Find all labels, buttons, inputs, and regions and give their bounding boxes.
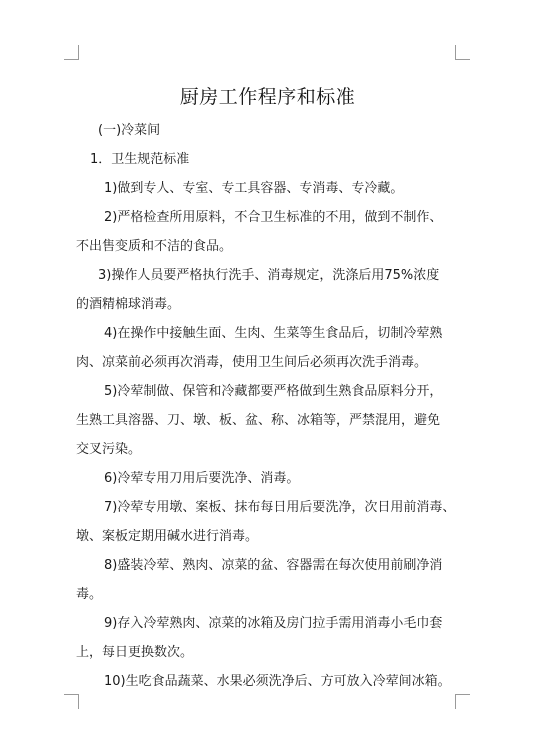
item-5-line-3: 交叉污染。	[76, 442, 142, 457]
document-body	[76, 116, 462, 696]
subsection-heading: 1．卫生规范标准	[90, 152, 190, 167]
item-8-line-2: 毒。	[76, 587, 103, 602]
crop-mark-top-right	[455, 45, 470, 60]
item-9-line-1: 9)存入冷荤熟肉、凉菜的冰箱及房门拉手需用消毒小毛巾套	[104, 616, 443, 631]
crop-mark-bottom-left	[64, 694, 79, 709]
item-4-line-1: 4)在操作中接触生面、生肉、生菜等生食品后，切制冷荤熟	[104, 326, 443, 341]
item-6-line-1: 6)冷荤专用刀用后要洗净、消毒。	[104, 471, 300, 486]
item-9-line-2: 上，每日更换数次。	[76, 645, 194, 660]
item-5-line-2: 生熟工具溶器、刀、墩、板、盆、称、冰箱等，严禁混用，避免	[76, 413, 441, 428]
section-heading: (一)冷菜间	[98, 123, 161, 138]
item-8-line-1: 8)盛装冷荤、熟肉、凉菜的盆、容器需在每次使用前刷净消	[104, 558, 443, 573]
item-5-line-1: 5)冷荤制做、保管和冷藏都要严格做到生熟食品原料分开，	[104, 384, 443, 399]
item-4-line-2: 肉、凉菜前必须再次消毒，使用卫生间后必须再次洗手消毒。	[76, 355, 428, 370]
item-3-line-1: 3)操作人员要严格执行洗手、消毒规定，洗涤后用75%浓度	[98, 268, 440, 283]
item-2-line-1: 2)严格检查所用原料，不合卫生标准的不用，做到不制作、	[104, 210, 443, 225]
item-7-line-1: 7)冷荤专用墩、案板、抹布每日用后要洗净，次日用前消毒、	[104, 500, 456, 515]
item-3-line-2: 的酒精棉球消毒。	[76, 297, 181, 312]
item-1-line-1: 1)做到专人、专室、专工具容器、专消毒、专冷藏。	[104, 181, 404, 196]
item-10-line-1: 10)生吃食品蔬菜、水果必须洗净后、方可放入冷荤间冰箱。	[104, 674, 451, 689]
crop-mark-bottom-right	[455, 694, 470, 709]
document-title: 厨房工作程序和标准	[179, 86, 356, 108]
item-2-line-2: 不出售变质和不洁的食品。	[76, 239, 233, 254]
item-7-line-2: 墩、案板定期用碱水进行消毒。	[76, 529, 259, 544]
crop-mark-top-left	[64, 45, 79, 60]
